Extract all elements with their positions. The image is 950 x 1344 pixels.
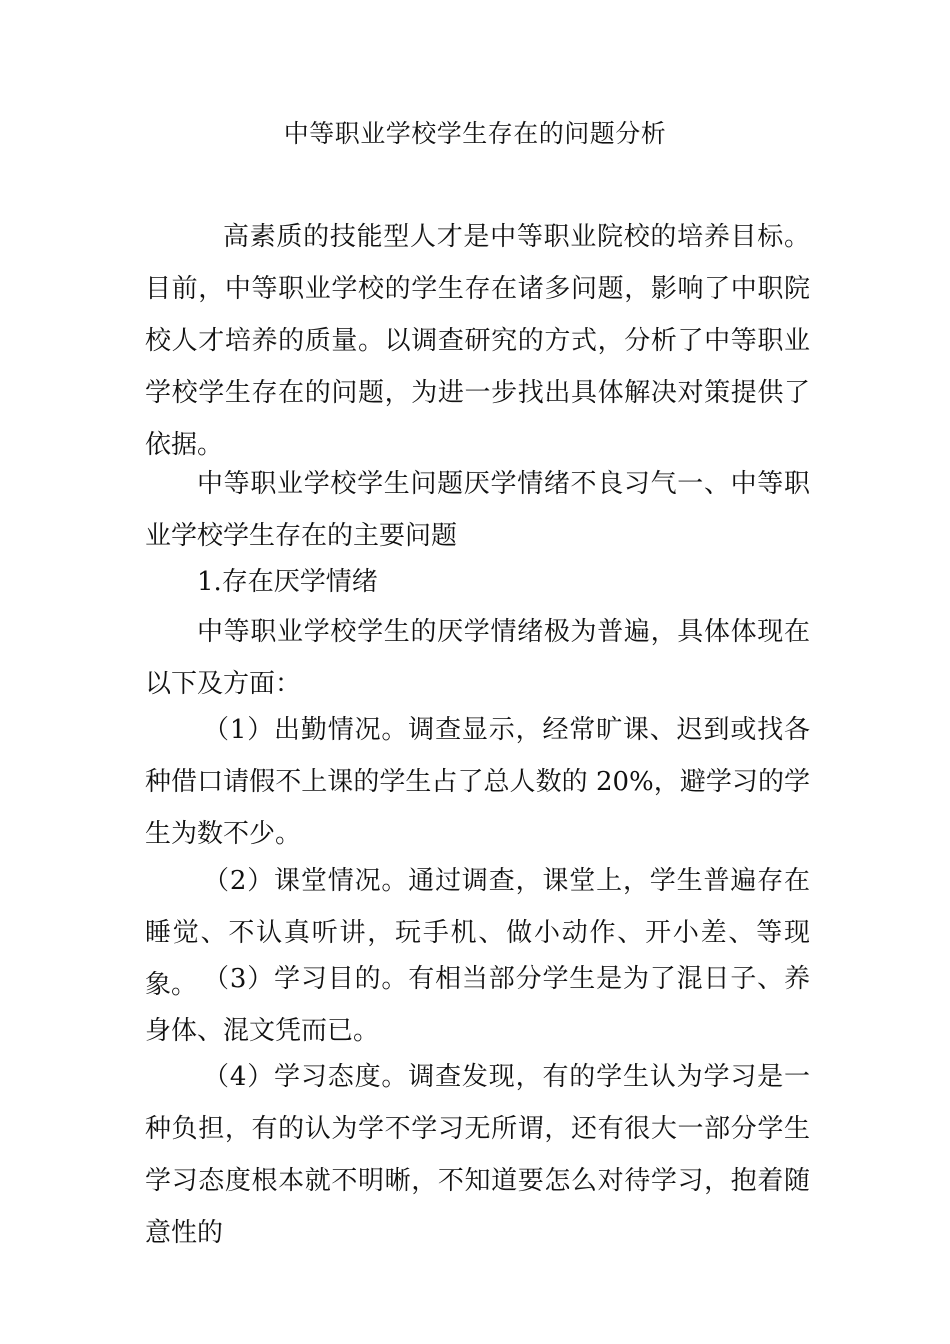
list-item-attendance: （1）出勤情况。调查显示，经常旷课、迟到或找各种借口请假不上课的学生占了总人数的 20%，避学习的学生为数不少。 [145,715,810,849]
subsection-heading: 1.存在厌学情绪 [197,567,378,597]
document-title: 中等职业学校学生存在的问题分析 [283,119,667,148]
list-item-classroom: （2）课堂情况。通过调查，课堂上，学生普遍存在睡觉、不认真听讲，玩手机、做小动作、开小差、等现象。 [145,866,810,1000]
section-heading: 中等职业学校学生问题厌学情绪不良习气一、中等职业学校学生存在的主要问题 [145,469,810,551]
list-item-purpose: （3）学习目的。有相当部分学生是为了混日子、养身体、混文凭而已。 [145,964,810,1046]
intro-paragraph: 中等职业学校学生的厌学情绪极为普遍，具体体现在以下及方面： [145,617,810,699]
list-item-attitude: （4）学习态度。调查发现，有的学生认为学习是一种负担，有的认为学不学习无所谓，还有很大一部分学生学习态度根本就不明晰，不知道要怎么对待学习，抱着随意性的 [145,1062,810,1248]
abstract-paragraph: 高素质的技能型人才是中等职业院校的培养目标。目前，中等职业学校的学生存在诸多问题，影响了中职院校人才培养的质量。以调查研究的方式，分析了中等职业学校学生存在的问题，为进一步找出具体解决对策提供了依据。 [145,222,810,460]
